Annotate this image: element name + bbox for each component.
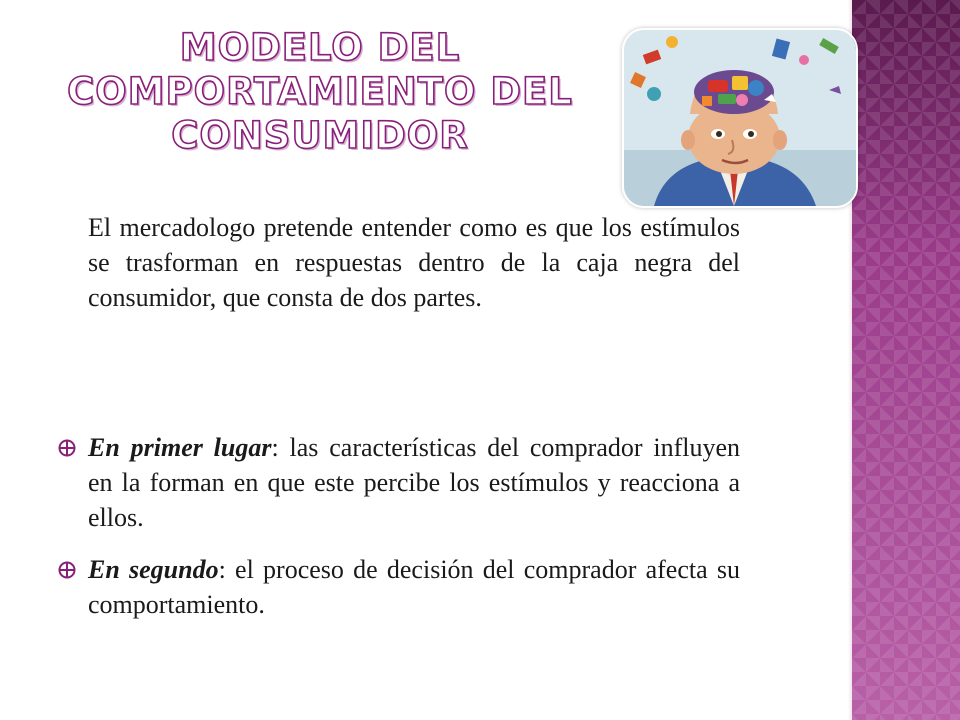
bullet-lead-1: En primer lugar	[88, 433, 272, 462]
crosshair-circle-icon	[58, 439, 76, 457]
intro-paragraph: El mercadologo pretende entender como es que los estímulos se trasforman en respuestas dentro de la caja negra del consumidor, que consta de dos partes.	[88, 213, 740, 312]
bullet-list	[58, 430, 740, 639]
bullet-text-1: : las características del comprador influyen en la forman en que este percibe los estímulos y reacciona a ellos.	[88, 433, 740, 532]
crosshair-circle-icon	[58, 561, 76, 579]
decorative-side-band	[852, 0, 960, 720]
bullet-item-1	[58, 430, 740, 535]
bullet-lead-2: En segundo	[88, 555, 219, 584]
slide-title	[40, 26, 600, 158]
consumer-head-illustration	[622, 28, 858, 208]
title-line-2: COMPORTAMIENTO DEL	[67, 70, 573, 113]
bullet-item-2	[58, 552, 740, 622]
title-line-1: MODELO DEL	[179, 26, 461, 69]
title-line-3: CONSUMIDOR	[171, 114, 469, 157]
bullet-text-2: : el proceso de decisión del comprador afecta su comportamiento.	[88, 555, 740, 619]
